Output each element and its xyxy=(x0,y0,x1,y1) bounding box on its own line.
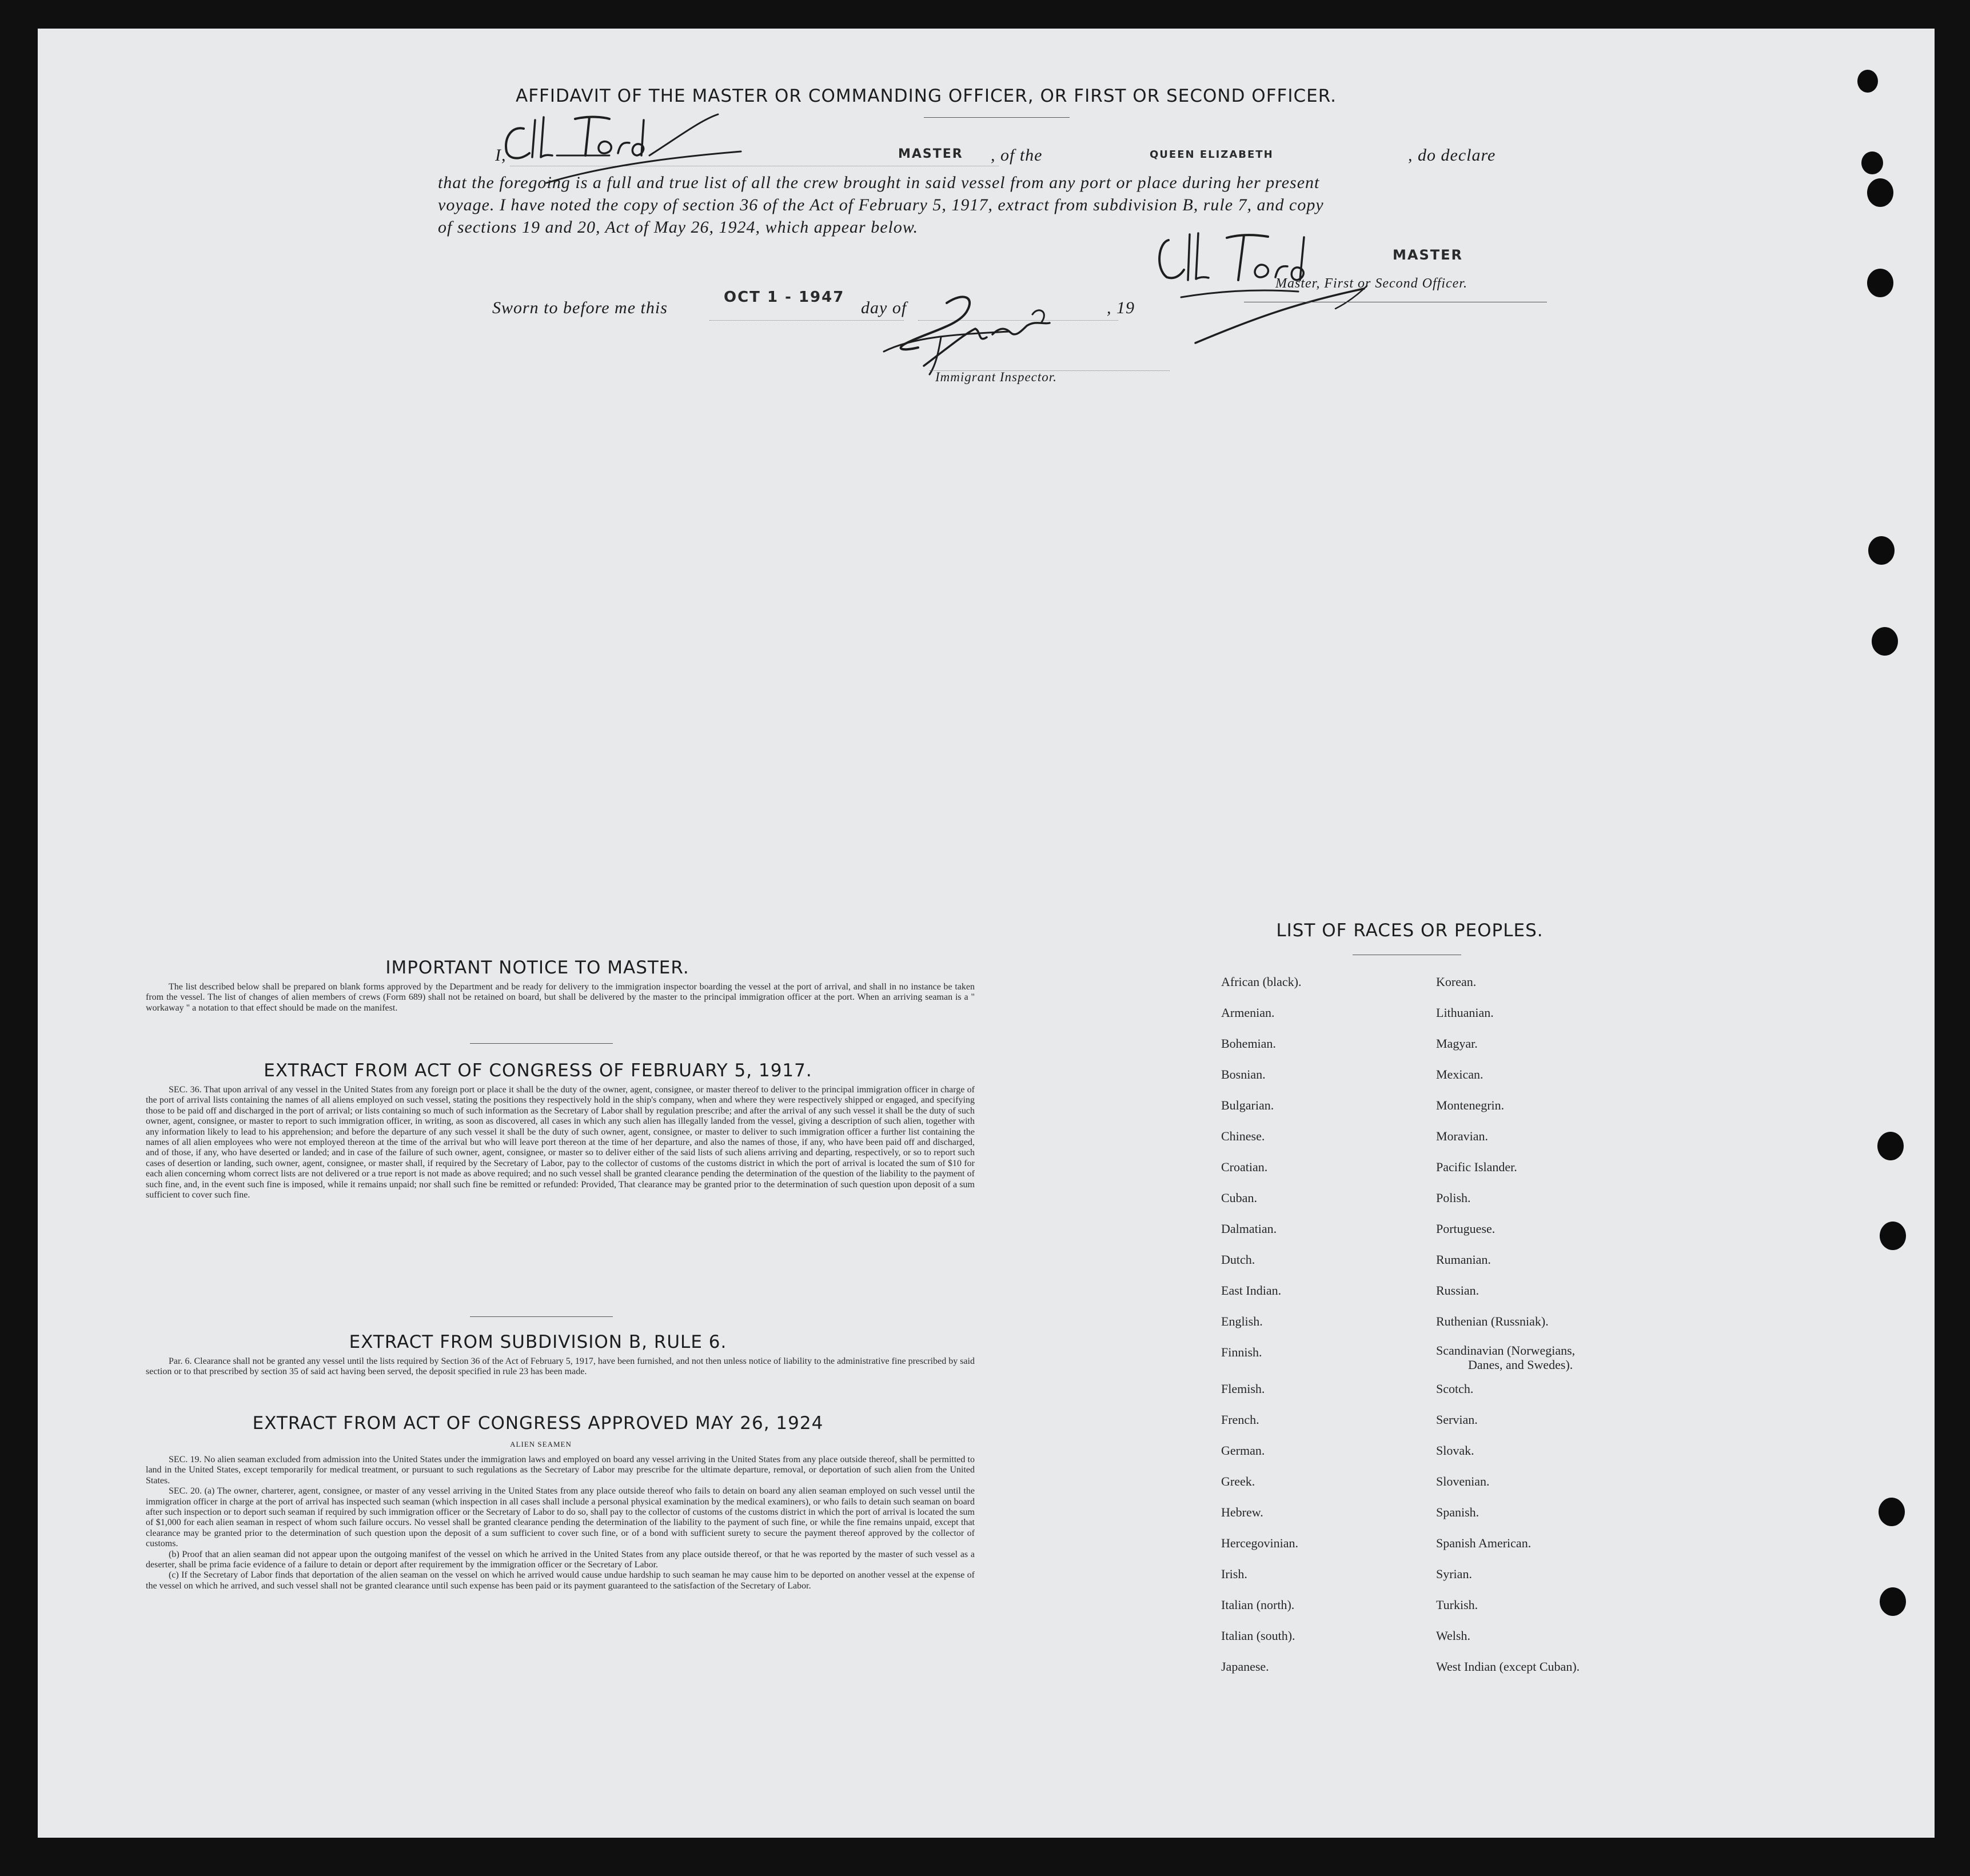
notice-title: IMPORTANT NOTICE TO MASTER. xyxy=(385,957,689,978)
race-item: Chinese. xyxy=(1221,1129,1265,1143)
race-item: African (black). xyxy=(1221,975,1302,989)
race-item: East Indian. xyxy=(1221,1283,1282,1298)
master-signature-right xyxy=(1147,223,1387,372)
affidavit-line-3: voyage. I have noted the copy of section 36 of the Act of February 5, 1917, extract from subdivision B, rule 7, and copy xyxy=(438,195,1324,214)
date-stamp: OCT 1 - 1947 xyxy=(724,289,845,306)
rank-typed: MASTER xyxy=(898,147,963,161)
race-item: Slovenian. xyxy=(1436,1474,1490,1488)
race-item: Hercegovinian. xyxy=(1221,1536,1298,1550)
document-page xyxy=(38,29,1935,1838)
affidavit-line-4: of sections 19 and 20, Act of May 26, 1924, which appear below. xyxy=(438,218,919,237)
races-title: LIST OF RACES OR PEOPLES. xyxy=(1276,920,1544,941)
extract-1917-divider xyxy=(470,1316,613,1317)
master-signature-top xyxy=(489,103,752,194)
race-item-continued: Danes, and Swedes). xyxy=(1468,1358,1573,1372)
sec-20a-text: SEC. 20. (a) The owner, charterer, agent, consignee, or master of any vessel arriving in the United States from any place outside thereof who fails to detain on board any alien seaman employed on such vessel until the immigration officer in charge at the port of arrival has inspected such seaman (which inspection in all cases shall include a personal physical examination by the medical examiners), or who fails to detain such seaman on board after such inspection or to deport such seaman if required by such immigration officer or the Secretary of Labor to do so, shall pay to the collector of customs of the customs district in which the port of arrival is located the sum of $1,000 for each alien seaman in respect of whom such failure occurs. No vessel shall be granted clearance pending the determination of the liability to the payment of such fine, or while the fine remains unpaid, except that clearance may be granted prior to the determination of such question upon the deposit of a sum sufficient to cover such fine, or of a bond with sufficient surety to secure the payment thereof approved by the collector of customs. xyxy=(146,1486,975,1549)
race-item: English. xyxy=(1221,1314,1263,1328)
race-item: German. xyxy=(1221,1443,1265,1458)
races-list-left xyxy=(1221,975,1415,1706)
extract-1924-body xyxy=(146,1455,975,1681)
race-item: Turkish. xyxy=(1436,1598,1478,1612)
alien-seamen-subtitle: ALIEN SEAMEN xyxy=(510,1440,572,1448)
of-the-text: , of the xyxy=(991,146,1043,165)
extract-1917-body xyxy=(146,1085,975,1307)
do-declare-text: , do declare xyxy=(1408,146,1496,165)
sec-19-text: SEC. 19. No alien seaman excluded from admission into the United States under the immigration laws and employed on board any vessel arriving in the United States from any place outside thereof, shall be permitted to land in the United States, except temporarily for medical treatment, or pursuant to such regulations as the Secretary of Labor may prescribe for the ultimate departure, removal, or deportation of such alien from the United States. xyxy=(146,1455,975,1486)
race-item: Spanish. xyxy=(1436,1505,1480,1519)
race-item: Dutch. xyxy=(1221,1252,1255,1267)
race-item: Flemish. xyxy=(1221,1382,1265,1396)
race-item: Bosnian. xyxy=(1221,1067,1266,1081)
notice-divider xyxy=(470,1043,613,1044)
race-item: Korean. xyxy=(1436,975,1477,989)
race-item: Syrian. xyxy=(1436,1567,1472,1581)
race-item: Welsh. xyxy=(1436,1628,1470,1643)
extract-1924-title: EXTRACT FROM ACT OF CONGRESS APPROVED MAY 26, 1924 xyxy=(252,1413,824,1434)
sec-20c-text: (c) If the Secretary of Labor finds that deportation of the alien seaman on the vessel on which he arrived would cause undue hardship to such seaman he may cause him to be deported on another vessel at the expense of the vessel on which he arrived, and such vessel shall not be granted clearance until such expense has been paid or its payment guaranteed to the satisfaction of the Secretary of Labor. xyxy=(146,1570,975,1591)
notice-text: The list described below shall be prepared on blank forms approved by the Department and be ready for delivery to the immigration inspector boarding the vessel at the port of arrival, and shall in no instance be taken from the vessel. The list of changes of alien members of crews (Form 689) shall not be retained on board, but shall be delivered by the master to the principal immigration officer at the port. When an arriving seaman is a " workaway " a notation to that effect should be made on the manifest. xyxy=(146,982,975,1013)
officer-caption: Master, First or Second Officer. xyxy=(1275,276,1467,291)
par-6-text: Par. 6. Clearance shall not be granted any vessel until the lists required by Section 36 of the Act of February 5, 1917, have been furnished, and not then unless notice of liability to the administrative fine prescribed by said section or to that prescribed by section 35 of said act having been served, the deposit specified in rule 23 has been made. xyxy=(146,1356,975,1377)
race-item: French. xyxy=(1221,1412,1259,1427)
extract-subdivision-title: EXTRACT FROM SUBDIVISION B, RULE 6. xyxy=(349,1332,727,1352)
race-item: Dalmatian. xyxy=(1221,1222,1277,1236)
race-item: West Indian (except Cuban). xyxy=(1436,1659,1580,1674)
punch-hole xyxy=(1867,269,1893,297)
sworn-text: Sworn to before me this xyxy=(492,298,668,317)
affidavit-title-rule xyxy=(924,117,1070,118)
punch-hole xyxy=(1880,1222,1906,1250)
race-item: Pacific Islander. xyxy=(1436,1160,1517,1174)
extract-1917-title: EXTRACT FROM ACT OF CONGRESS OF FEBRUARY 5, 1917. xyxy=(264,1060,812,1081)
race-item: Greek. xyxy=(1221,1474,1255,1488)
race-item: Russian. xyxy=(1436,1283,1480,1298)
race-item: Portuguese. xyxy=(1436,1222,1496,1236)
punch-hole xyxy=(1857,70,1878,93)
race-item: Irish. xyxy=(1221,1567,1247,1581)
race-item: Mexican. xyxy=(1436,1067,1484,1081)
race-item: Montenegrin. xyxy=(1436,1098,1505,1112)
punch-hole xyxy=(1861,151,1883,174)
race-item: Servian. xyxy=(1436,1412,1478,1427)
punch-hole xyxy=(1872,627,1898,656)
sec-36-text: SEC. 36. That upon arrival of any vessel in the United States from any foreign port or place it shall be the duty of the owner, agent, consignee, or master thereof to deliver to the principal immigration officer in charge of the port of arrival lists containing the names of all aliens employed on such vessel, stating the positions they respectively hold in the ship's company, when and where they were respectively shipped or engaged, and specifying those to be paid off and discharged in the port of arrival; or lists containing so much of such information as the Secretary of Labor shall by regulation prescribe; and after the arrival of any such vessel it shall be the duty of such owner, agent, consignee, or master to report to such immigration officer, in writing, as soon as discovered, all cases in which any such alien has illegally landed from the vessel, giving a description of such alien, together with any information likely to lead to his apprehension; and before the departure of any such vessel it shall be the duty of such owner, agent, consignee, or master to deliver to such immigration officer a further list containing the names of all alien employees who were not employed thereon at the time of the arrival but who will leave port thereon at the time of her departure, and also the names of those, if any, who have been paid off and discharged, and of those, if any, who have deserted or landed; and in case of the failure of such owner, agent, consignee, or master so to deliver either of the said lists of such aliens arriving and departing, respectively, or so to report such cases of desertion or landing, such owner, agent, consignee, or master shall, if required by the Secretary of Labor, pay to the collector of customs of the customs district in which the port of arrival is located the sum of $10 for each alien concerning whom correct lists are not delivered or a true report is not made as above required; and no such vessel shall be granted clearance pending the determination of the question of the liability to the payment of such fine, and, in the event such fine is imposed, while it remains unpaid; nor shall such fine be remitted or refunded: Provided, That clearance may be granted prior to the determination of such question upon deposit of a sum sufficient to cover such fine. xyxy=(146,1085,975,1200)
race-item: Croatian. xyxy=(1221,1160,1268,1174)
race-item: Italian (north). xyxy=(1221,1598,1295,1612)
race-item: Finnish. xyxy=(1221,1345,1262,1359)
race-item: Scotch. xyxy=(1436,1382,1474,1396)
races-list-right xyxy=(1436,975,1653,1706)
race-item: Moravian. xyxy=(1436,1129,1489,1143)
sec-20b-text: (b) Proof that an alien seaman did not appear upon the outgoing manifest of the vessel on which he arrived in the United States from any place outside thereof, or that he was reported by the master of such vessel as a deserter, shall be prima facie evidence of a failure to detain or deport after requirement by the immigration officer or the Secretary of Labor. xyxy=(146,1549,975,1570)
affidavit-title: AFFIDAVIT OF THE MASTER OR COMMANDING OFFICER, OR FIRST OR SECOND OFFICER. xyxy=(516,86,1337,106)
day-of-text: day of xyxy=(861,298,907,317)
race-item: Cuban. xyxy=(1221,1191,1257,1205)
affidavit-line-2: that the foregoing is a full and true list of all the crew brought in said vessel from any port or place during her present xyxy=(438,173,1320,192)
race-item: Polish. xyxy=(1436,1191,1471,1205)
extract-subdivision-body xyxy=(146,1356,975,1399)
punch-hole xyxy=(1867,178,1893,207)
notice-body xyxy=(146,982,975,1036)
punch-hole xyxy=(1879,1498,1905,1526)
punch-hole xyxy=(1868,536,1895,565)
race-item: Japanese. xyxy=(1221,1659,1269,1674)
race-item: Bohemian. xyxy=(1221,1036,1276,1051)
punch-hole xyxy=(1880,1587,1906,1616)
race-item: Spanish American. xyxy=(1436,1536,1532,1550)
race-item: Lithuanian. xyxy=(1436,1005,1494,1020)
race-item: Bulgarian. xyxy=(1221,1098,1274,1112)
race-item: Italian (south). xyxy=(1221,1628,1295,1643)
race-item: Rumanian. xyxy=(1436,1252,1491,1267)
master-stamp: MASTER xyxy=(1393,247,1463,263)
race-item: Armenian. xyxy=(1221,1005,1275,1020)
punch-hole xyxy=(1877,1132,1904,1160)
race-item: Scandinavian (Norwegians, xyxy=(1436,1343,1576,1358)
year-prefix: , 19 xyxy=(1107,298,1135,317)
race-item: Slovak. xyxy=(1436,1443,1474,1458)
affidavit-line-i: I, xyxy=(495,146,507,165)
inspector-caption: Immigrant Inspector. xyxy=(935,370,1057,384)
race-item: Magyar. xyxy=(1436,1036,1478,1051)
race-item: Hebrew. xyxy=(1221,1505,1263,1519)
vessel-name-typed: QUEEN ELIZABETH xyxy=(1150,149,1274,161)
race-item: Ruthenian (Russniak). xyxy=(1436,1314,1549,1328)
